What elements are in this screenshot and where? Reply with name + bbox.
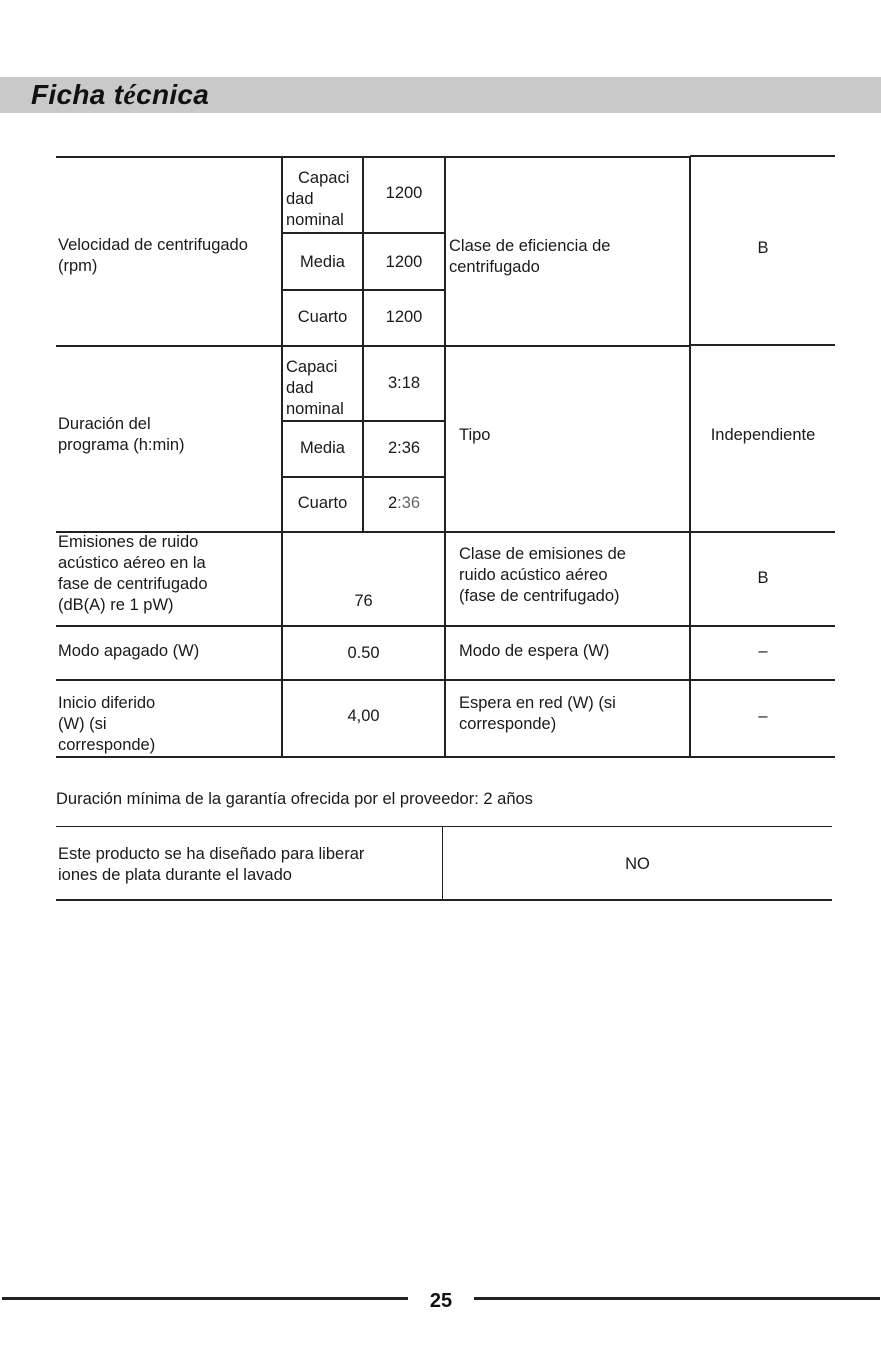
type-label: Tipo — [459, 426, 491, 444]
duration-row-quarter-label: Cuarto — [297, 494, 348, 512]
spin-class-label: Clase de eficiencia de centrifugado — [449, 237, 611, 276]
silver-ion-value: NO — [625, 855, 650, 873]
page-number: 25 — [429, 1290, 453, 1312]
noise-value: 76 — [354, 592, 373, 610]
footer-rule-left — [2, 1297, 408, 1300]
noise-class-label: Clase de emisiones de ruido acústico aéreo (fase de centrifugado) — [459, 545, 626, 605]
network-standby-value: – — [758, 707, 768, 725]
spin-row-half-value: 1200 — [385, 253, 423, 271]
noise-label: Emisiones de ruido acústico aéreo en la fase de centrifugado (dB(A) re 1 pW) — [58, 533, 208, 614]
network-standby-label: Espera en red (W) (si corresponde) — [459, 694, 616, 733]
footer-rule-right — [474, 1297, 880, 1300]
duration-row-half-label: Media — [300, 439, 345, 457]
warranty-text: Duración mínima de la garantía ofrecida por el proveedor: 2 años — [56, 790, 533, 808]
standby-label: Modo de espera (W) — [459, 642, 610, 660]
standby-value: – — [758, 642, 768, 660]
silver-ion-label: Este producto se ha diseñado para liberar iones de plata durante el lavado — [58, 845, 365, 884]
delay-start-value: 4,00 — [347, 707, 380, 725]
duration-row-rated-value: 3:18 — [387, 374, 421, 392]
spin-row-rated-value: 1200 — [385, 184, 423, 202]
section-title: Ficha técnica — [31, 79, 210, 111]
spin-row-rated-label: Capaci dad nominal — [286, 169, 350, 229]
spin-row-quarter-value: 1200 — [385, 308, 423, 326]
spin-row-half-label: Media — [300, 253, 345, 271]
duration-row-quarter-value: 2:36 — [387, 494, 421, 512]
off-mode-value: 0.50 — [347, 644, 380, 662]
duration-row-half-value: 2:36 — [387, 439, 421, 457]
type-value: Independiente — [710, 426, 816, 444]
duration-row-rated-label: Capaci dad nominal — [286, 358, 344, 418]
off-mode-label: Modo apagado (W) — [58, 642, 200, 660]
spin-row-quarter-label: Cuarto — [297, 308, 348, 326]
noise-class-value: B — [757, 569, 769, 587]
spin-speed-label: Velocidad de centrifugado (rpm) — [58, 236, 248, 275]
duration-label: Duración del programa (h:min) — [58, 415, 185, 454]
delay-start-label: Inicio diferido (W) (si corresponde) — [58, 694, 156, 754]
section-header-banner — [0, 77, 881, 113]
spin-class-value: B — [757, 239, 769, 257]
